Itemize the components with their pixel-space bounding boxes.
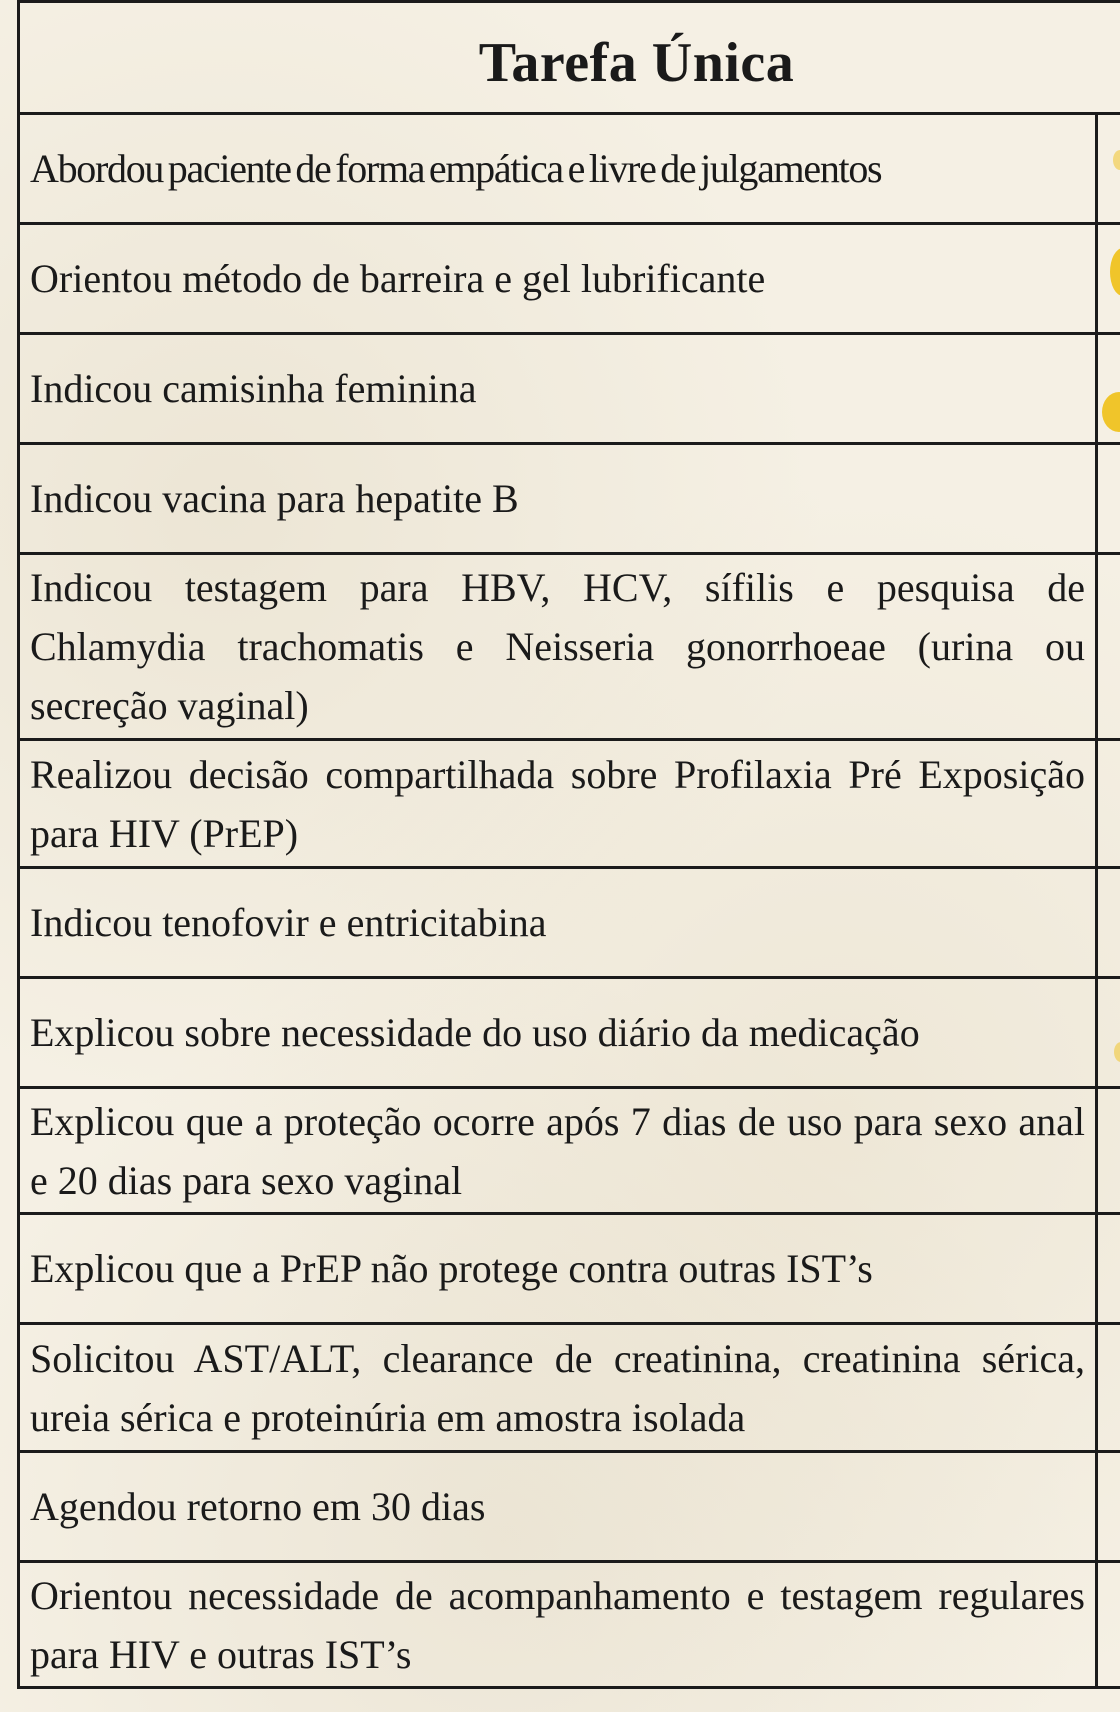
table-cell bbox=[20, 869, 1098, 976]
checklist-item-text: Indicou testagem para HBV, HCV, sífilis e pesquisa de Chlamydia trachomatis e Neisseria gonorrhoeae (urina ou secreção vaginal) bbox=[30, 565, 1085, 728]
checklist-item-text: Indicou vacina para hepatite B bbox=[30, 476, 519, 521]
table-row bbox=[20, 1325, 1120, 1453]
table-cell bbox=[20, 1453, 1098, 1560]
checklist-item-text: Solicitou AST/ALT, clearance de creatinina, creatinina sérica, ureia sérica e proteinúria em amostra isolada bbox=[30, 1335, 1085, 1440]
table-row bbox=[20, 1453, 1120, 1563]
table-row bbox=[20, 1563, 1120, 1689]
table-title: Tarefa Única bbox=[478, 31, 795, 94]
checklist-item-text: Orientou necessidade de acompanhamento e testagem regulares para HIV e outras IST’s bbox=[30, 1572, 1085, 1677]
checklist-item-text: Abordou paciente de forma empática e livre de julgamentos bbox=[30, 146, 882, 191]
checklist-item-text: Orientou método de barreira e gel lubrificante bbox=[30, 256, 766, 301]
checklist-item-text: Agendou retorno em 30 dias bbox=[30, 1484, 486, 1529]
checklist-item-text: Explicou que a proteção ocorre após 7 dias de uso para sexo anal e 20 dias para sexo vaginal bbox=[30, 1098, 1085, 1203]
table-row bbox=[20, 741, 1120, 869]
table-row bbox=[20, 1215, 1120, 1325]
table-row bbox=[20, 335, 1120, 445]
table-cell bbox=[20, 741, 1098, 866]
table-header-row bbox=[20, 3, 1120, 115]
checklist-item-text: Explicou sobre necessidade do uso diário da medicação bbox=[30, 1010, 920, 1055]
checklist-item-text: Indicou tenofovir e entricitabina bbox=[30, 900, 547, 945]
table-cell bbox=[20, 225, 1098, 332]
table-row bbox=[20, 869, 1120, 979]
table-cell bbox=[20, 335, 1098, 442]
table-cell bbox=[20, 1325, 1098, 1450]
table-cell bbox=[20, 1563, 1098, 1686]
table-row bbox=[20, 979, 1120, 1089]
highlight-marker bbox=[1113, 150, 1120, 170]
checklist-item-text: Indicou camisinha feminina bbox=[30, 366, 477, 411]
table-row bbox=[20, 555, 1120, 741]
table-cell bbox=[20, 115, 1098, 222]
table-cell bbox=[20, 979, 1098, 1086]
checklist-item-text: Explicou que a PrEP não protege contra outras IST’s bbox=[30, 1246, 873, 1291]
table-row bbox=[20, 225, 1120, 335]
table-row bbox=[20, 115, 1120, 225]
table-cell bbox=[20, 555, 1098, 738]
checklist-table bbox=[17, 0, 1120, 1689]
table-cell bbox=[20, 1215, 1098, 1322]
table-cell bbox=[20, 445, 1098, 552]
table-row bbox=[20, 1089, 1120, 1215]
checklist-item-text: Realizou decisão compartilhada sobre Profilaxia Pré Exposição para HIV (PrEP) bbox=[30, 751, 1085, 856]
table-cell bbox=[20, 1089, 1098, 1212]
table-row bbox=[20, 445, 1120, 555]
